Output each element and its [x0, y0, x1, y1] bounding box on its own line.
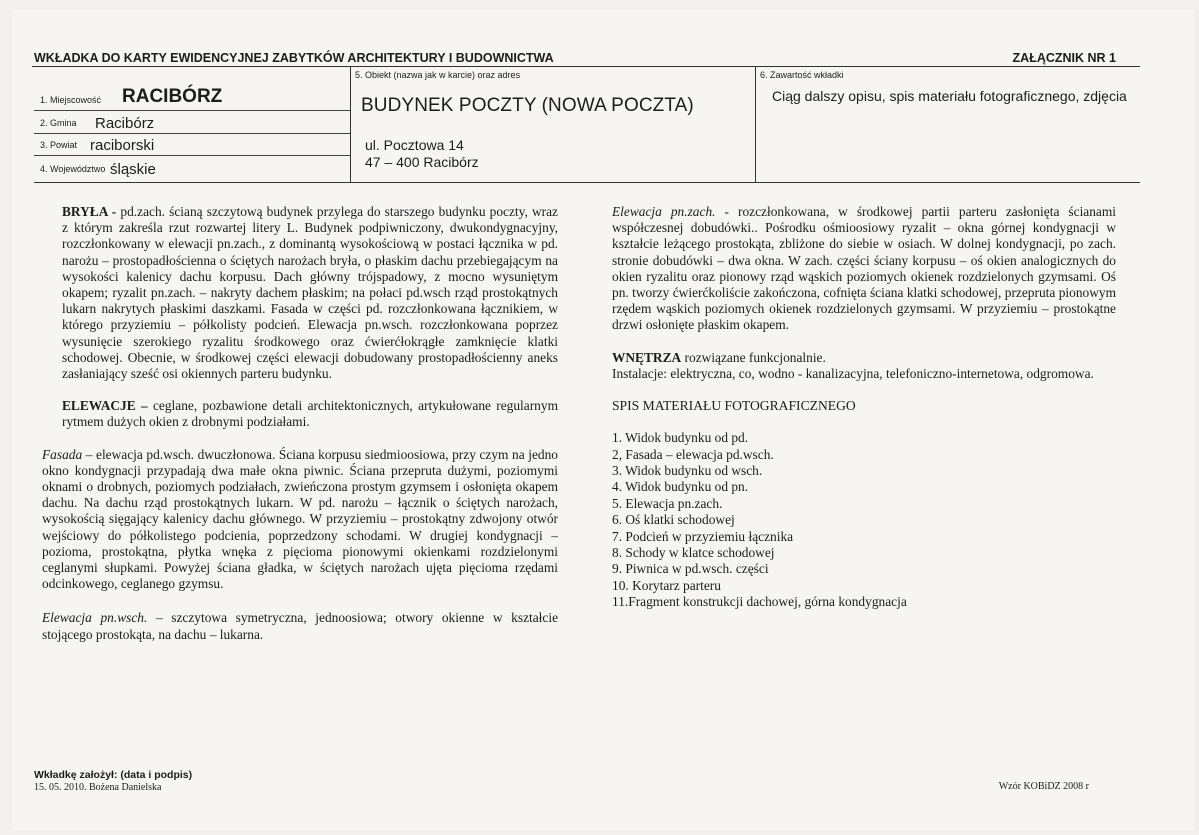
author-value: 15. 05. 2010. Bożena Danielska	[34, 782, 162, 793]
address-street: ul. Pocztowa 14	[365, 137, 464, 153]
form-title: WKŁADKA DO KARTY EWIDENCYJNEJ ZABYTKÓW ARCHITEKTURY I BUDOWNICTWA	[34, 51, 554, 65]
field-value: śląskie	[110, 161, 156, 178]
photo-list	[612, 430, 1116, 610]
text-fasada: – elewacja pd.wsch. dwuczłonowa. Ściana korpusu siedmioosiowa, przy czym na jedno okno kondygnacji przypadają dwa małe okna piwnic. Ściana przepruta dużymi, poziomymi oknami o drobnych, poziomych podziałach, zwieńczona prostym gzymsem i osłonięta okapem dachu. Na dachu rząd prostokątnych lukarn. W pd. narożu – łącznik o ściętych narożach, wysokością sięgający kalenicy dachu głównego. W przyziemiu – prostokątny zdwojony otwór wejściowy do półkolistego podcienia, poprzedzony schodami. W drugiej kondygnacji – pozioma, prostokątna, płytka wnęka z pięcioma pionowymi okienkami rozdzielonymi ceglanymi słupkami. Powyżej ściana gładka, w ściętych narożach ujęta pięcioma rzędami odcinkowego, ceglanego gzymsu.	[42, 446, 558, 592]
field-value: Racibórz	[95, 115, 155, 132]
text-elewacja-pnzach: - rozczłonkowana, w środkowej partii parteru zasłonięta ścianami współczesnej dobudówki.. Pośrodku ośmioosiowy ryzalit – okna górnej kondygnacji w kształcie leżącego prostokąta, zbliżone do siebie w osiach. W dolnej kondygnacji, po zach. stronie dobudówki – dwa okna. W zach. części ściany korpusu – oś okien analogicznych do okien ryzalitu oraz pionowy rząd wąskich poziomych okienek rozdzielonych gzymsami. Oś pn. tworzy ćwierćkoliście zakończona, cofnięta ściana klatki schodowej, przepruta pionowym rzędem wąskich poziomych okienek rozdzielonych gzymsami. W przyziemiu – prostokątne drzwi osłonięte płaskim okapem.	[612, 204, 1117, 333]
heading-elewacje: ELEWACJE –	[62, 398, 148, 414]
field-commune	[34, 110, 350, 134]
list-item: 10. Korytarz parteru	[612, 577, 721, 593]
field-locality	[34, 67, 350, 111]
address-city: 47 – 400 Racibórz	[365, 154, 479, 170]
list-item: 1. Widok budynku od pd.	[612, 430, 749, 446]
field-label: 4. Województwo	[40, 164, 106, 174]
attachment-number: ZAŁĄCZNIK NR 1	[1012, 51, 1116, 65]
list-item: 8. Schody w klatce schodowej	[612, 545, 775, 561]
field-voivodeship	[34, 155, 350, 179]
content-caption: 6. Zawartość wkładki	[760, 70, 844, 80]
right-column	[612, 204, 1116, 611]
template-version: Wzór KOBiDZ 2008 r	[998, 781, 1089, 792]
field-value: RACIBÓRZ	[122, 86, 223, 107]
paragraph-instalacje: Instalacje: elektryczna, co, wodno - kanalizacyjna, telefoniczno-internetowa, odgromowa.	[612, 365, 1094, 381]
paragraph-elewacja-pnzach	[612, 204, 1116, 334]
field-value: raciborski	[90, 137, 155, 154]
object-field	[351, 67, 756, 182]
form-title-bar	[32, 52, 1140, 67]
paragraph-bryla	[62, 204, 558, 382]
heading-bryla: BRYŁA -	[62, 204, 117, 219]
header-divider	[34, 182, 1140, 183]
content-field	[756, 67, 1140, 182]
field-label: 3. Powiat	[40, 140, 78, 150]
photo-list-title: SPIS MATERIAŁU FOTOGRAFICZNEGO	[612, 398, 856, 414]
author-label: Wkładkę założył: (data i podpis)	[34, 769, 193, 781]
paragraph-elewacja-pnwsch	[42, 610, 558, 642]
object-name: BUDYNEK POCZTY (NOWA POCZTA)	[361, 95, 694, 116]
list-item: 5. Elewacja pn.zach.	[612, 495, 723, 511]
text-bryla: pd.zach. ścianą szczytową budynek przylega do starszego budynku poczty, wraz z którym zakreśla rzut rozwartej litery L. Budynek podpiwniczony, dwukondygnacyjny, rozczłonkowany w elewacji pn.zach., z dominantą wysokościową w postaci łącznika w pd. narożu – prostopadłościenna o ściętych narożach bryła, o płaskim dachu przebiegającym na wysokości kalenicy dachu korpusu. Dach główny trójspadowy, z mocno wysuniętym okapem; ryzalit pn.zach. – nakryty dachem płaskim; na połaci pd.wsch rząd prostokątnych lukarn nakrytych płaskimi daszkami. Fasada w części pd. rozczłonkowana łącznikiem, w którego przyziemiu – półkolisty podcień. Elewacja pn.wsch. rozczłonkowana poprzez wysunięcie szerokiego ryzalitu środkowego oraz ćwierćłokrągłe zamknięcie klatki schodowej. Obecnie, w środkowej części elewacji dobudowany prostopadłościenny aneks zasłaniający sześć osi okiennych parteru budynku.	[62, 204, 558, 382]
paragraph-fasada	[42, 447, 558, 593]
location-fields	[34, 67, 351, 182]
paragraph-wnetrza	[612, 350, 1116, 366]
heading-elewacja-pnwsch: Elewacja pn.wsch.	[42, 610, 148, 626]
list-item: 4. Widok budynku od pn.	[612, 479, 749, 495]
heading-elewacja-pnzach: Elewacja pn.zach.	[612, 204, 716, 219]
paragraph-elewacje	[62, 398, 558, 430]
text-wnetrza: rozwiązane funkcjonalnie.	[681, 349, 826, 365]
footer-author	[34, 769, 192, 793]
text-elewacja-pnwsch: – szczytowa symetryczna, jednoosiowa; otwory okienne w kształcie stojącego prostokąta, na dachu – lukarna.	[42, 610, 559, 642]
object-caption: 5. Obiekt (nazwa jak w karcie) oraz adres	[355, 70, 521, 80]
list-item: 11.Fragment konstrukcji dachowej, górna kondygnacja	[612, 594, 907, 610]
list-item: 9. Piwnica w pd.wsch. części	[612, 561, 769, 577]
list-item: 7. Podcień w przyziemiu łącznika	[612, 528, 794, 544]
field-label: 1. Miejscowość	[40, 95, 102, 105]
field-label: 2. Gmina	[40, 118, 77, 128]
heading-fasada: Fasada	[42, 446, 83, 462]
left-column	[42, 204, 559, 643]
list-item: 3. Widok budynku od wsch.	[612, 463, 763, 479]
field-district	[34, 133, 350, 156]
content-description: Ciąg dalszy opisu, spis materiału fotograficznego, zdjęcia	[772, 88, 1127, 104]
text-elewacje: ceglane, pozbawione detali architektonicznych, artykułowane regularnym rytmem dużych okien z drobnymi podziałami.	[62, 398, 558, 430]
list-item: 6. Oś klatki schodowej	[612, 512, 735, 528]
list-item: 2, Fasada – elewacja pd.wsch.	[612, 446, 774, 462]
heading-wnetrza: WNĘTRZA	[612, 349, 682, 365]
